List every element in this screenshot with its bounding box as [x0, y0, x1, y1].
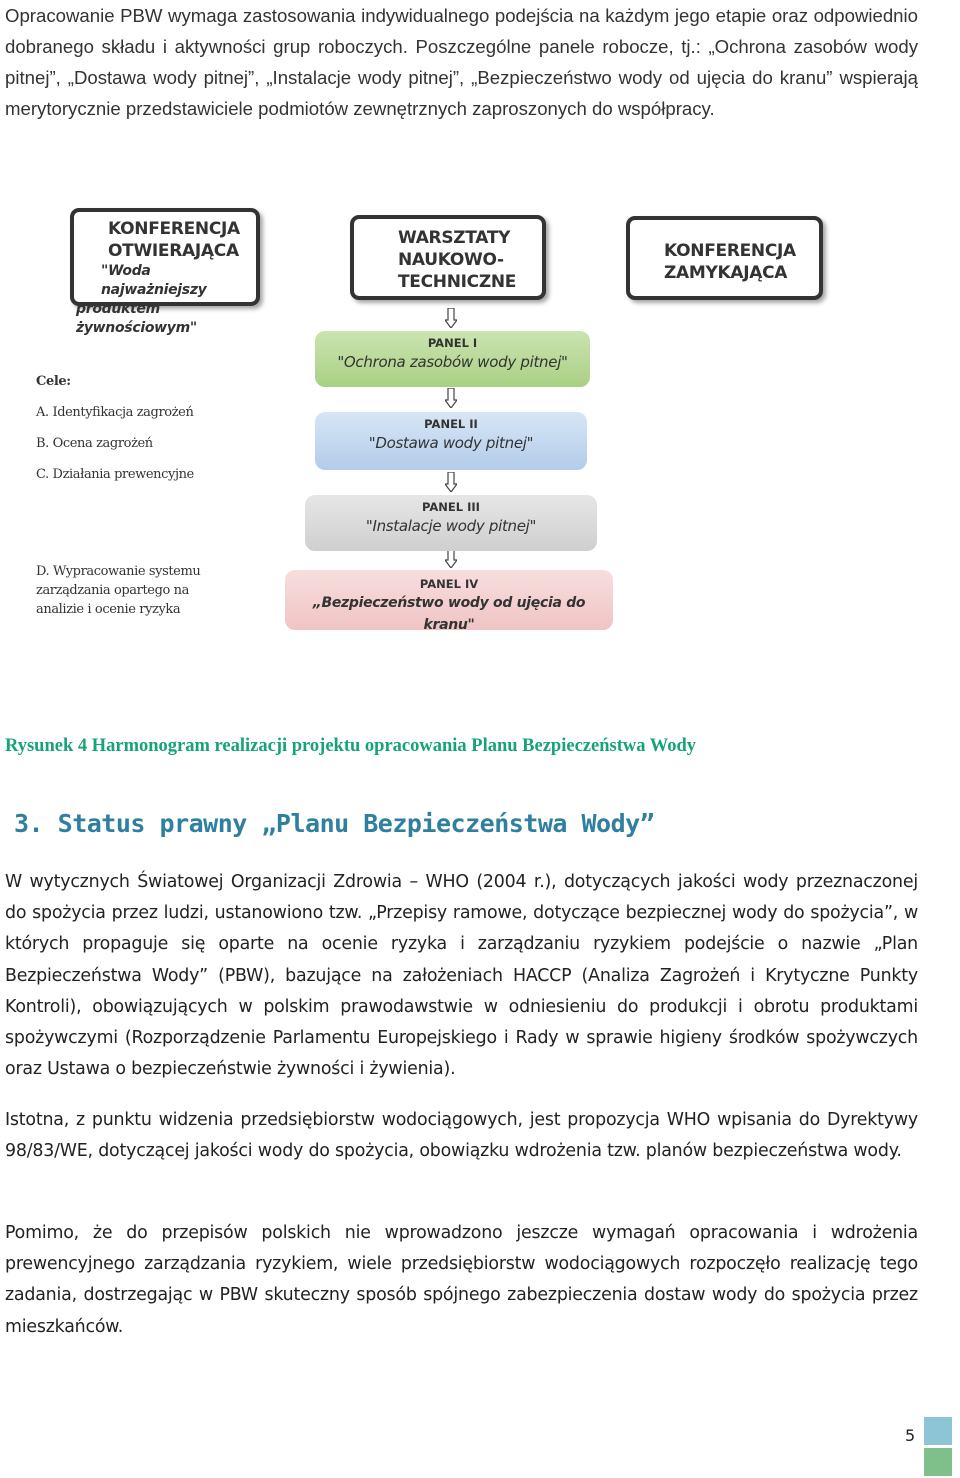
down-arrow-icon	[445, 472, 457, 492]
panel-3-name: "Instalacje wody pitnej"	[365, 517, 537, 535]
corner-decoration	[924, 1417, 952, 1445]
goal-d-line-2: zarządzania opartego na	[36, 583, 189, 598]
figure-caption: Rysunek 4 Harmonogram realizacji projektu opracowania Planu Bezpieczeństwa Wody	[5, 736, 697, 756]
panel-3-label: PANEL III	[422, 500, 480, 514]
opening-conference-title-2: OTWIERAJĄCA	[108, 241, 239, 261]
paragraph-3: Pomimo, że do przepisów polskich nie wprowadzono jeszcze wymagań opracowania i wdrożenia prewencyjnego zarządzania ryzykiem, wiele przedsiębiorstw wodociągowych rozpoczęło realizację tego zadania, dostrzegając w PBW skuteczny sposób spójnego zabezpieczenia dostaw wody do spożycia przez mieszkańców.	[5, 1223, 918, 1337]
workshops-title-2: NAUKOWO-	[398, 250, 504, 270]
panel-4	[285, 570, 613, 633]
opening-conference-subtitle-2: produktem żywnościowym"	[76, 301, 197, 336]
section-heading: 3. Status prawny „Planu Bezpieczeństwa Wody”	[14, 809, 655, 838]
goals-list	[36, 366, 236, 617]
panel-1	[315, 331, 590, 387]
goals-heading: Cele:	[36, 374, 71, 389]
panel-4-name: „Bezpieczeństwo wody od ujęcia do kranu"	[312, 595, 586, 633]
corner-decoration	[924, 1448, 952, 1476]
opening-conference-subtitle-1: "Woda najważniejszy	[101, 263, 207, 298]
panel-2	[315, 412, 587, 470]
goal-d-line-1: D. Wypracowanie systemu	[36, 564, 201, 579]
schedule-figure	[0, 190, 960, 640]
opening-conference-box	[70, 208, 260, 336]
closing-conference-title-2: ZAMYKAJĄCA	[664, 263, 788, 283]
down-arrow-icon	[445, 308, 457, 328]
paragraph-1: W wytycznych Światowej Organizacji Zdrowia – WHO (2004 r.), dotyczących jakości wody przeznaczonej do spożycia przez ludzi, ustanowiono tzw. „Przepisy ramowe, dotyczące bezpiecznej wody do spożycia”, w których propaguje się oparte na ocenie ryzyka i zarządzaniu ryzykiem podejście o nazwie „Plan Bezpieczeństwa Wody” (PBW), bazujące na założeniach HACCP (Analiza Zagrożeń i Krytyczne Punkty Kontroli), obowiązujących w polskim prawodawstwie w odniesieniu do produkcji i obrotu produktami spożywczymi (Rozporządzenie Parlamentu Europejskiego i Rady w sprawie higieny środków spożywczych oraz Ustawa o bezpieczeństwie żywności i żywienia).	[5, 872, 918, 1080]
panel-2-name: "Dostawa wody pitnej"	[368, 434, 534, 452]
goal-d-line-3: analizie i ocenie ryzyka	[36, 602, 181, 617]
down-arrow-icon	[445, 388, 457, 408]
panel-2-label: PANEL II	[424, 417, 478, 431]
workshops-title-1: WARSZTATY	[398, 228, 511, 248]
goal-b: B. Ocena zagrożeń	[36, 436, 153, 451]
closing-conference-title-1: KONFERENCJA	[664, 241, 796, 261]
goal-d	[36, 562, 246, 619]
opening-conference-title-1: KONFERENCJA	[108, 219, 240, 239]
panel-1-label: PANEL I	[427, 336, 478, 350]
goal-a: A. Identyfikacja zagrożeń	[36, 405, 194, 420]
page-number: 5	[905, 1426, 916, 1445]
workshops-title-3: TECHNICZNE	[398, 272, 517, 292]
intro-paragraph: Opracowanie PBW wymaga zastosowania indywidualnego podejścia na każdym jego etapie oraz odpowiednio dobranego składu i aktywności grup roboczych. Poszczególne panele robocze, tj.: „Ochrona zasobów wody pitnej”, „Dostawa wody pitnej”, „Instalacje wody pitnej”, „Bezpieczeństwo wody od ujęcia do kranu” wspierają merytorycznie przedstawiciele podmiotów zewnętrznych zaproszonych do współpracy.	[5, 5, 918, 119]
paragraph-2: Istotna, z punktu widzenia przedsiębiorstw wodociągowych, jest propozycja WHO wpisania do Dyrektywy 98/83/WE, dotyczącej jakości wody do spożycia, obowiązku wdrożenia tzw. planów bezpieczeństwa wody.	[5, 1110, 918, 1162]
panel-1-name: "Ochrona zasobów wody pitnej"	[337, 353, 568, 371]
down-arrow-icon	[445, 548, 457, 568]
panel-3	[305, 495, 597, 551]
closing-conference-box	[626, 216, 823, 300]
panel-4-label: PANEL IV	[419, 577, 479, 591]
workshops-box	[350, 215, 546, 300]
goal-c: C. Działania prewencyjne	[36, 467, 194, 482]
